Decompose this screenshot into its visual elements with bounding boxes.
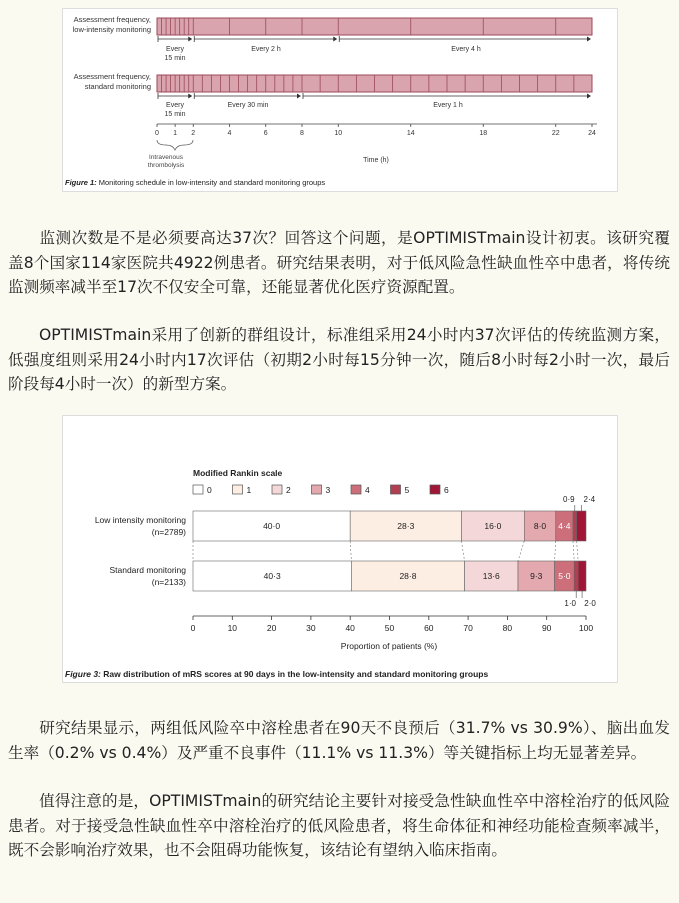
bar-value-label: 8·0 xyxy=(533,521,547,531)
time-tick-label: 14 xyxy=(406,130,415,137)
legend-label-1: 1 xyxy=(246,485,252,495)
phase-arrow-head xyxy=(587,37,591,42)
bar-value-label: 13·6 xyxy=(482,571,500,581)
outside-label-std-5: 1·0 xyxy=(564,599,576,608)
legend-swatch-4 xyxy=(351,485,361,494)
x-tick-label: 70 xyxy=(463,623,473,633)
bar-segment-mrs-6 xyxy=(577,511,586,541)
legend-label-6: 6 xyxy=(444,485,449,495)
segment-connector xyxy=(518,541,524,561)
x-axis-label: Proportion of patients (%) xyxy=(340,641,438,651)
segment-connector xyxy=(573,541,574,561)
row2-label-line1: Assessment frequency, xyxy=(73,72,151,81)
x-tick-label: 100 xyxy=(578,623,594,633)
segment-connector xyxy=(555,541,556,561)
time-tick-label: 24 xyxy=(588,130,596,137)
legend-swatch-0 xyxy=(193,485,203,494)
paragraph-3-text: 研究结果显示，两组低风险卒中溶栓患者在90天不良预后（31.7% vs 30.9%）、脑出血发生率（0.2% vs 0.4%）及严重不良事件（11.1% vs 11.3%）等关键指标上均无显著差异。 xyxy=(8,719,670,762)
outside-label-low-5: 0·9 xyxy=(563,495,575,504)
category-low-line1: Low intensity monitoring xyxy=(94,515,186,525)
bar-segment-mrs-5 xyxy=(573,511,577,541)
time-tick-label: 6 xyxy=(263,130,268,137)
row1-label-line1: Assessment frequency, xyxy=(73,15,151,24)
figure-3-caption xyxy=(65,669,488,679)
segment-connector xyxy=(461,541,464,561)
phase-arrow-head xyxy=(333,37,337,42)
legend-label-2: 2 xyxy=(286,485,291,495)
figure-1-svg xyxy=(63,9,617,191)
bar-value-label: 28·3 xyxy=(397,521,415,531)
row1-phase1-line2: 15 min xyxy=(164,55,186,62)
paragraph-4-text: 值得注意的是，OPTIMISTmain的研究结论主要针对接受急性缺血性卒中溶栓治疗的低风险患者。对于接受急性缺血性卒中溶栓治疗的低风险患者，将生命体征和神经功能检查频率减半，既不会影响治疗效果，也不会阻碍功能恢复，该结论有望纳入临床指南。 xyxy=(8,792,670,859)
category-standard-line1: Standard monitoring xyxy=(109,565,186,575)
row1-label xyxy=(73,15,151,34)
row2-phase3-label: Every 1 h xyxy=(433,102,463,109)
time-axis-label: Time (h) xyxy=(363,157,389,164)
figure-1-monitoring-schedule xyxy=(62,8,618,192)
bar-value-label: 16·0 xyxy=(484,521,502,531)
category-low-line2: (n=2789) xyxy=(151,527,186,537)
paragraph-1 xyxy=(8,226,670,300)
x-tick-label: 90 xyxy=(541,623,552,633)
x-tick-label: 20 xyxy=(266,623,277,633)
paragraph-2 xyxy=(8,323,670,397)
time-tick-label: 0 xyxy=(155,130,159,137)
legend-label-5: 5 xyxy=(404,485,410,495)
time-tick-label: 22 xyxy=(551,130,560,137)
row1-phase2-label: Every 2 h xyxy=(251,46,281,53)
phase-arrow-head xyxy=(297,94,301,99)
low-intensity-phase-arrows xyxy=(158,36,591,42)
phase-arrow-head xyxy=(188,37,192,42)
stacked-bars xyxy=(193,511,586,591)
paragraph-3 xyxy=(8,716,670,765)
outside-label-low-6: 2·4 xyxy=(583,495,596,504)
segment-connector xyxy=(577,541,579,561)
figure-3-caption-text: Raw distribution of mRS scores at 90 days in the low-intensity and standard monitoring groups xyxy=(100,669,489,679)
legend-swatch-3 xyxy=(312,485,322,494)
row2-phase1-line2: 15 min xyxy=(164,111,186,118)
row2-phase2-label: Every 30 min xyxy=(227,102,269,109)
outside-label-std-6: 2·0 xyxy=(584,599,596,608)
bar-value-label: 5·0 xyxy=(558,571,571,581)
time-axis-ticks xyxy=(155,124,596,137)
paragraph-4 xyxy=(8,789,670,863)
legend-label-3: 3 xyxy=(325,485,331,495)
time-tick-label: 2 xyxy=(191,130,196,137)
time-tick-label: 18 xyxy=(479,130,488,137)
figure-3-svg xyxy=(63,416,617,682)
x-tick-label: 30 xyxy=(306,623,316,633)
bar-value-label: 28·8 xyxy=(399,571,417,581)
legend-label-4: 4 xyxy=(365,485,370,495)
x-axis-ticks xyxy=(191,616,594,633)
row1-label-line2: low-intensity monitoring xyxy=(72,25,151,34)
category-standard-line2: (n=2133) xyxy=(151,577,186,587)
bar-value-label: 4·4 xyxy=(558,521,571,531)
x-tick-label: 60 xyxy=(424,623,434,633)
bar-segment-mrs-5 xyxy=(574,561,578,591)
x-tick-label: 0 xyxy=(190,623,196,633)
bar-segment-mrs-6 xyxy=(578,561,586,591)
standard-phase-arrows xyxy=(158,93,591,99)
time-tick-label: 8 xyxy=(300,130,304,137)
row2-label-line2: standard monitoring xyxy=(84,82,151,91)
thrombolysis-brace xyxy=(157,140,193,150)
row1-phase3-label: Every 4 h xyxy=(451,46,481,53)
time-tick-label: 10 xyxy=(334,130,343,137)
x-tick-label: 40 xyxy=(345,623,355,633)
row1-phase1-line1: Every xyxy=(166,46,184,53)
figure-1-caption-text: Monitoring schedule in low-intensity and standard monitoring groups xyxy=(96,178,326,187)
phase-arrow-head xyxy=(587,94,591,99)
paragraph-1-text: 监测次数是不是必须要高达37次？回答这个问题，是OPTIMISTmain设计初衷。该研究覆盖8个国家114家医院共4922例患者。研究结果表明，对于低风险急性缺血性卒中患者，将传统监测频率减半至17次不仅安全可靠，还能显著优化医疗资源配置。 xyxy=(8,229,670,296)
time-tick-label: 4 xyxy=(227,130,232,137)
brace-label-line1: Intravenous xyxy=(149,154,183,161)
figure-3-caption-number: Figure 3: xyxy=(65,669,101,679)
brace-label-line2: thrombolysis xyxy=(147,162,185,169)
legend-swatch-1 xyxy=(233,485,243,494)
legend-swatch-6 xyxy=(430,485,440,494)
figure-3-mrs-distribution xyxy=(62,415,618,683)
segment-connector xyxy=(350,541,351,561)
bar-value-label: 40·3 xyxy=(263,571,281,581)
paragraph-2-text: OPTIMISTmain采用了创新的群组设计，标准组采用24小时内37次评估的传统监测方案，低强度组则采用24小时内17次评估（初期2小时每15分钟一次，随后8小时每2小时一次，最后阶段每4小时一次）的新型方案。 xyxy=(8,326,670,393)
legend-swatch-5 xyxy=(391,485,401,494)
phase-arrow-head xyxy=(188,94,192,99)
row2-phase1-line1: Every xyxy=(166,102,184,109)
figure-1-caption xyxy=(65,178,325,187)
figure-1-caption-number: Figure 1: xyxy=(65,178,97,187)
legend-title: Modified Rankin scale xyxy=(193,468,283,478)
mrs-legend xyxy=(193,485,449,495)
x-tick-label: 10 xyxy=(227,623,238,633)
time-tick-label: 1 xyxy=(173,130,178,137)
legend-label-0: 0 xyxy=(207,485,212,495)
row2-label xyxy=(74,72,151,91)
bar-value-label: 40·0 xyxy=(263,521,281,531)
legend-swatch-2 xyxy=(272,485,282,494)
x-tick-label: 50 xyxy=(384,623,395,633)
bar-value-label: 9·3 xyxy=(530,571,543,581)
segment-connectors xyxy=(193,541,578,561)
low-intensity-schedule-bar xyxy=(157,18,592,35)
x-tick-label: 80 xyxy=(502,623,513,633)
